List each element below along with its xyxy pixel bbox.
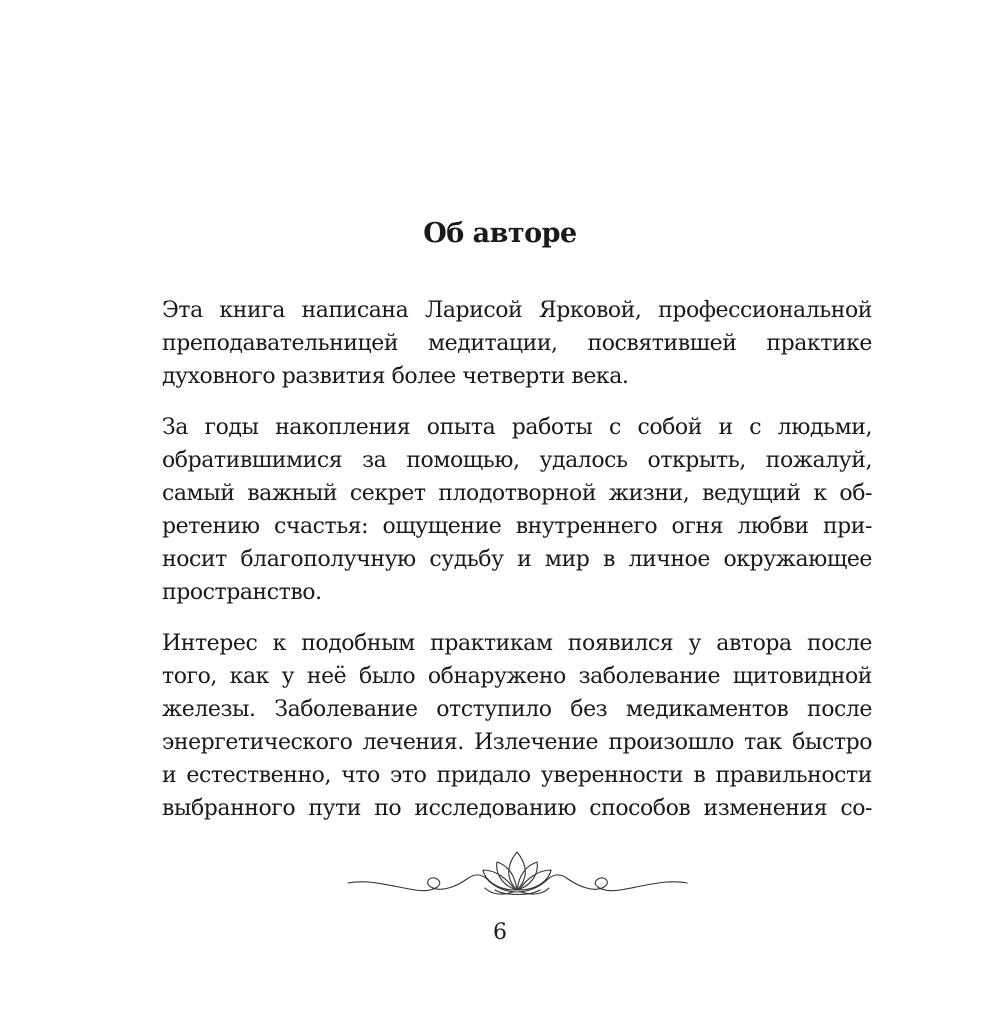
text-line: Интерес к подобным практикам появился у автора после bbox=[162, 631, 872, 656]
text-line: носит благополучную судьбу и мир в личное окружающее bbox=[162, 547, 872, 572]
text-line: железы. Заболевание отступило без медикаментов после bbox=[162, 697, 872, 722]
text-line: выбранного пути по исследованию способов изменения со- bbox=[162, 796, 872, 821]
text-line: обратившимися за помощью, удалось открыть, пожалуй, bbox=[162, 448, 872, 473]
text-line: и естественно, что это придало уверенности в правильности bbox=[162, 763, 872, 788]
paragraph-3 bbox=[162, 627, 872, 825]
text-line: самый важный секрет плодотворной жизни, ведущий к об- bbox=[162, 481, 872, 506]
body-text bbox=[162, 294, 872, 843]
text-line: За годы накопления опыта работы с собой и с людьми, bbox=[162, 415, 872, 440]
text-line: ретению счастья: ощущение внутреннего огня любви при- bbox=[162, 514, 872, 539]
text-line: пространство. bbox=[162, 580, 322, 605]
text-line: того, как у неё было обнаружено заболевание щитовидной bbox=[162, 664, 872, 689]
paragraph-2 bbox=[162, 411, 872, 609]
text-line: Эта книга написана Ларисой Ярковой, профессиональной bbox=[162, 298, 872, 323]
page-number: 6 bbox=[493, 920, 507, 945]
text-line: духовного развития более четверти века. bbox=[162, 364, 629, 389]
paragraph-1 bbox=[162, 294, 872, 393]
lotus-ornament-icon bbox=[345, 846, 690, 908]
text-line: преподавательницей медитации, посвятившей практике bbox=[162, 331, 872, 356]
page-title: Об авторе bbox=[423, 218, 577, 249]
text-line: энергетического лечения. Излечение произошло так быстро bbox=[162, 730, 872, 755]
